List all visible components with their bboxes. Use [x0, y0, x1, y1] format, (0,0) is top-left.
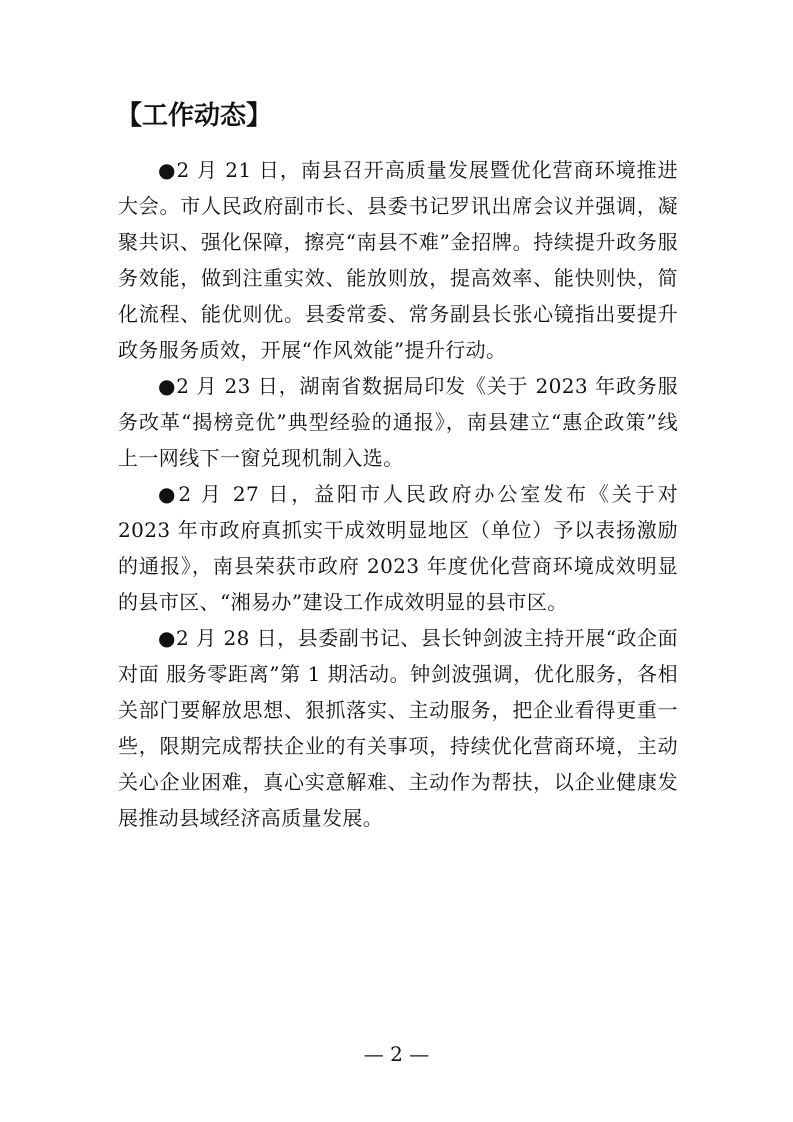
section-title: 【工作动态】 [116, 101, 273, 131]
page-number: — 2 — [363, 1042, 430, 1066]
news-item-paragraph: ●2 月 27 日，益阳市人民政府办公室发布《关于对 2023 年市政府真抓实干成效明显地区（单位）予以表扬激励的通报》，南县荣获市政府 2023 年度优化营商环境成效明显的县市区、“湘易办”建设工作成效明显的县市区。 [118, 482, 678, 614]
news-item-paragraph: ●2 月 21 日，南县召开高质量发展暨优化营商环境推进大会。市人民政府副市长、县委书记罗讯出席会议并强调，凝聚共识、强化保障，擦亮“南县不难”金招牌。持续提升政务服务效能，做到注重实效、能放则放，提高效率、能快则快，简化流程、能优则优。县委常委、常务副县长张心镜指出要提升政务服务质效，开展“作风效能”提升行动。 [118, 158, 678, 362]
news-item-paragraph: ●2 月 23 日，湖南省数据局印发《关于 2023 年政务服务改革“揭榜竞优”典型经验的通报》，南县建立“惠企政策”线上一网线下一窗兑现机制入选。 [118, 374, 678, 470]
body-text [118, 152, 678, 836]
news-item-paragraph: ●2 月 28 日，县委副书记、县长钟剑波主持开展“政企面对面 服务零距离”第 1 期活动。钟剑波强调，优化服务，各相关部门要解放思想、狠抓落实、主动服务，把企业看得更重一些，限期完成帮扶企业的有关事项，持续优化营商环境，主动关心企业困难，真心实意解难、主动作为帮扶，以企业健康发展推动县域经济高质量发展。 [118, 626, 678, 830]
